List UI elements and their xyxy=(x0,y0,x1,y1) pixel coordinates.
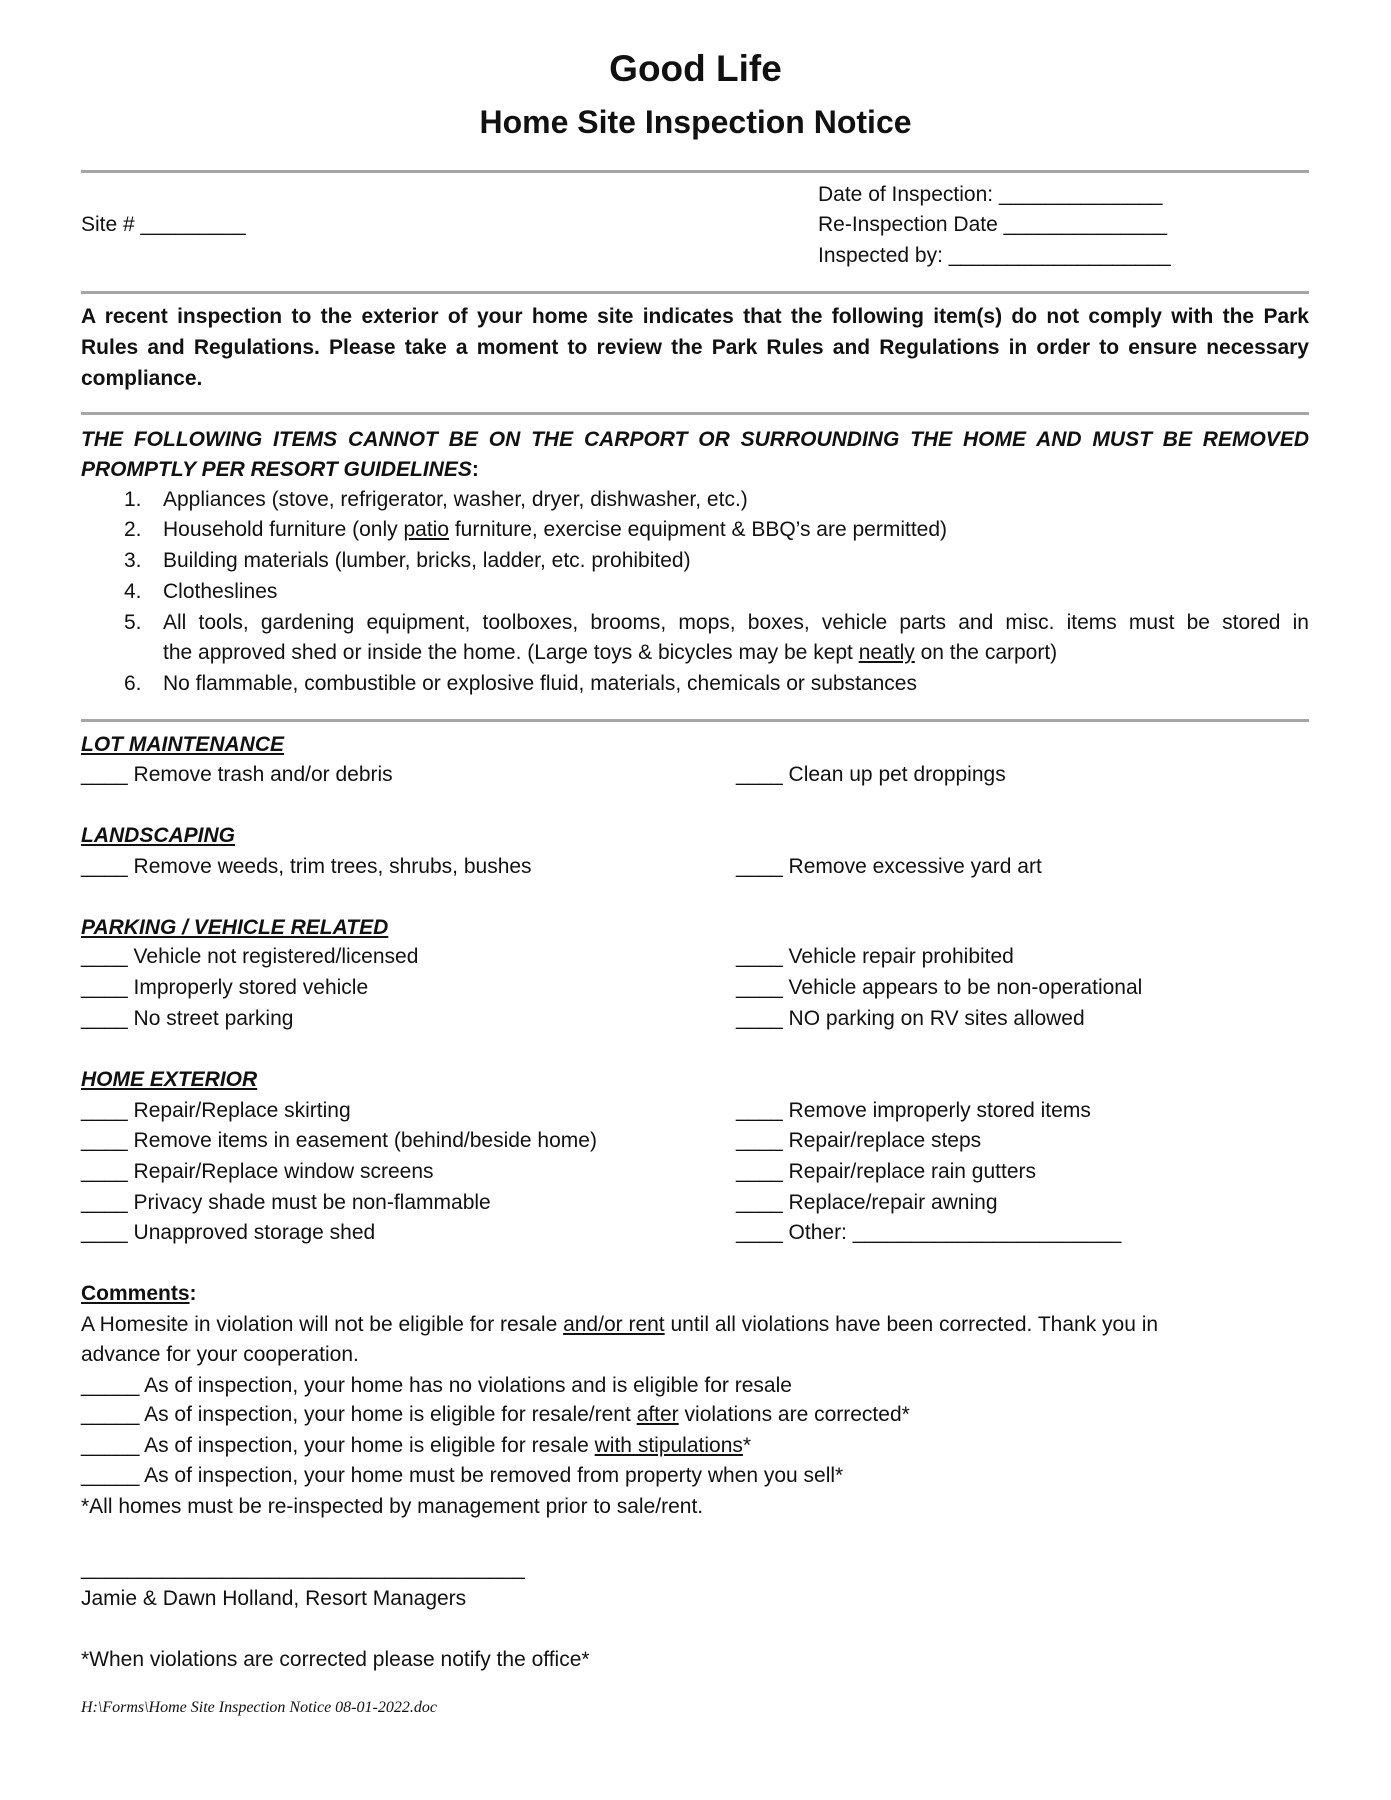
comments-heading: Comments: xyxy=(81,1282,197,1305)
checklist-item[interactable]: ____ Remove improperly stored items xyxy=(736,1099,1091,1122)
signature-line[interactable]: ______________________________________ xyxy=(81,1557,525,1580)
inspected-by-field[interactable]: Inspected by: ___________________ xyxy=(818,244,1171,267)
checklist-item[interactable]: ____ Other: _______________________ xyxy=(736,1221,1122,1244)
signature-name: Jamie & Dawn Holland, Resort Managers xyxy=(81,1587,467,1610)
checklist-item[interactable]: ____ NO parking on RV sites allowed xyxy=(736,1007,1085,1030)
checklist-item[interactable]: ____ Clean up pet droppings xyxy=(736,763,1006,786)
checklist-item[interactable]: ____ Improperly stored vehicle xyxy=(81,976,369,999)
reinspection-note: *All homes must be re-inspected by management prior to sale/rent. xyxy=(81,1495,704,1518)
checklist-item[interactable]: ____ No street parking xyxy=(81,1007,294,1030)
site-number-field[interactable]: Site # _________ xyxy=(81,213,246,236)
checklist-item[interactable]: ____ Privacy shade must be non-flammable xyxy=(81,1191,491,1214)
notify-note: *When violations are corrected please notify the office* xyxy=(81,1648,590,1671)
list-item: Building materials (lumber, bricks, ladder, etc. prohibited) xyxy=(163,549,691,572)
list-number: 1. xyxy=(124,488,142,511)
comments-paragraph: A Homesite in violation will not be eligible for resale and/or rent until all violations have been corrected. Thank you in xyxy=(81,1313,1159,1336)
comments-paragraph-2: advance for your cooperation. xyxy=(81,1343,359,1366)
list-number: 5. xyxy=(124,611,142,634)
checklist-item[interactable]: ____ Vehicle appears to be non-operational xyxy=(736,976,1143,999)
divider xyxy=(81,291,1309,294)
list-item: Appliances (stove, refrigerator, washer, dryer, dishwasher, etc.) xyxy=(163,488,748,511)
checklist-item[interactable]: ____ Repair/replace steps xyxy=(736,1129,982,1152)
reinspection-date-field[interactable]: Re-Inspection Date ______________ xyxy=(818,213,1168,236)
org-name: Good Life xyxy=(609,48,782,89)
checklist-item[interactable]: ____ Vehicle not registered/licensed xyxy=(81,945,419,968)
checklist-item[interactable]: ____ Vehicle repair prohibited xyxy=(736,945,1014,968)
section-heading-lot: LOT MAINTENANCE xyxy=(81,733,284,756)
status-option[interactable]: _____ As of inspection, your home is eligible for resale with stipulations* xyxy=(81,1434,752,1457)
list-item: No flammable, combustible or explosive fluid, materials, chemicals or substances xyxy=(163,672,917,695)
checklist-item[interactable]: ____ Replace/repair awning xyxy=(736,1191,998,1214)
status-option[interactable]: _____ As of inspection, your home must be removed from property when you sell* xyxy=(81,1464,844,1487)
intro-line: Rules and Regulations. Please take a moment to review the Park Rules and Regulations in order to ensure necessary xyxy=(81,336,1309,359)
checklist-item[interactable]: ____ Repair/Replace window screens xyxy=(81,1160,434,1183)
status-option[interactable]: _____ As of inspection, your home is eligible for resale/rent after violations are corrected* xyxy=(81,1403,910,1426)
file-path-footer: H:\Forms\Home Site Inspection Notice 08-01-2022.doc xyxy=(81,1699,437,1716)
list-number: 3. xyxy=(124,549,142,572)
checklist-item[interactable]: ____ Repair/replace rain gutters xyxy=(736,1160,1037,1183)
checklist-item[interactable]: ____ Remove excessive yard art xyxy=(736,855,1042,878)
divider xyxy=(81,412,1309,415)
status-option[interactable]: _____ As of inspection, your home has no violations and is eligible for resale xyxy=(81,1374,792,1397)
checklist-item[interactable]: ____ Unapproved storage shed xyxy=(81,1221,376,1244)
page-title: Home Site Inspection Notice xyxy=(479,104,912,140)
list-number: 2. xyxy=(124,518,142,541)
divider xyxy=(81,170,1309,173)
intro-line: A recent inspection to the exterior of your home site indicates that the following item(s) do not comply with the Park xyxy=(81,305,1309,328)
list-item: Clotheslines xyxy=(163,580,278,603)
date-of-inspection-field[interactable]: Date of Inspection: ______________ xyxy=(818,183,1163,206)
section-heading-exterior: HOME EXTERIOR xyxy=(81,1068,258,1091)
list-item-cont: the approved shed or inside the home. (Large toys & bicycles may be kept neatly on the carport) xyxy=(163,641,1058,664)
list-item: Household furniture (only patio furniture, exercise equipment & BBQ’s are permitted) xyxy=(163,518,948,541)
checklist-item[interactable]: ____ Remove items in easement (behind/beside home) xyxy=(81,1129,597,1152)
list-number: 4. xyxy=(124,580,142,603)
checklist-item[interactable]: ____ Remove trash and/or debris xyxy=(81,763,393,786)
checklist-item[interactable]: ____ Repair/Replace skirting xyxy=(81,1099,351,1122)
section-heading-parking: PARKING / VEHICLE RELATED xyxy=(81,916,389,939)
checklist-item[interactable]: ____ Remove weeds, trim trees, shrubs, bushes xyxy=(81,855,532,878)
prohibited-heading: THE FOLLOWING ITEMS CANNOT BE ON THE CARPORT OR SURROUNDING THE HOME AND MUST BE REMOVED xyxy=(81,428,1309,451)
prohibited-heading-2: PROMPTLY PER RESORT GUIDELINES: xyxy=(81,458,479,481)
intro-line: compliance. xyxy=(81,367,203,390)
section-heading-landscaping: LANDSCAPING xyxy=(81,824,236,847)
divider xyxy=(81,719,1309,722)
list-number: 6. xyxy=(124,672,142,695)
list-item: All tools, gardening equipment, toolboxes, brooms, mops, boxes, vehicle parts and misc. items must be stored in xyxy=(163,611,1309,634)
